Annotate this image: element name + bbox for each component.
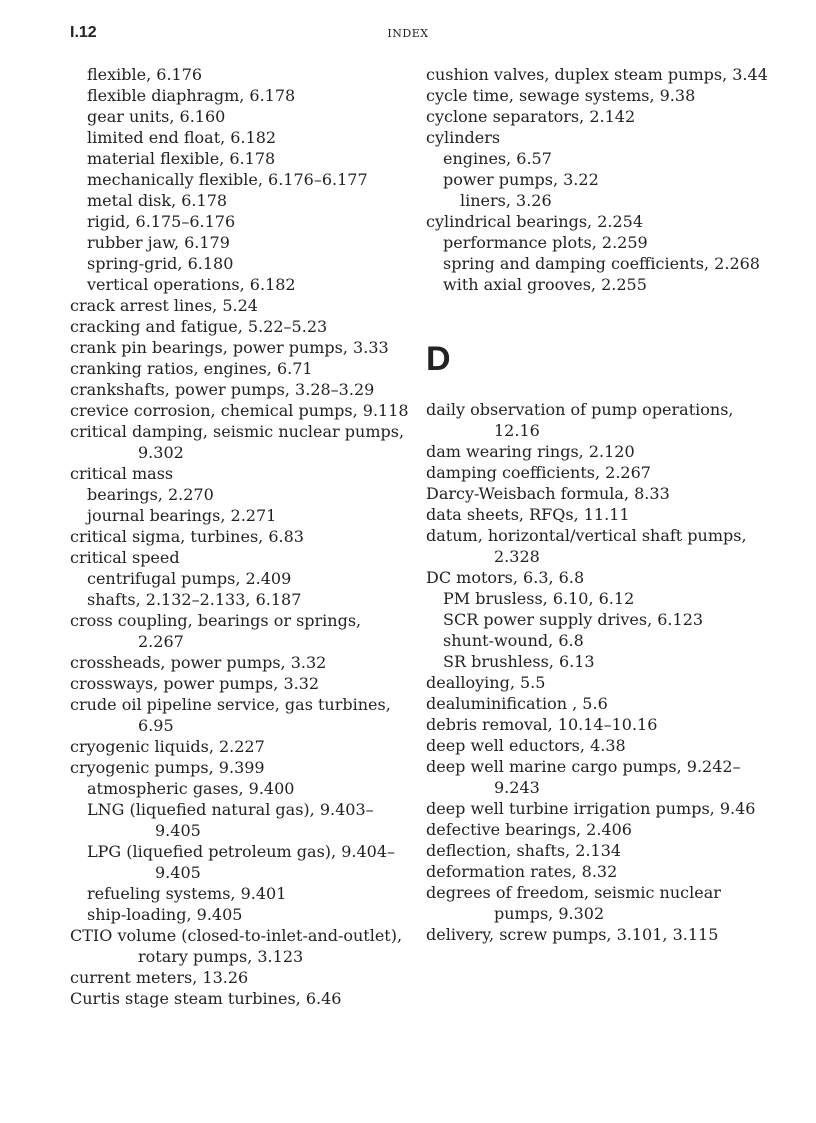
index-entry: cushion valves, duplex steam pumps, 3.44 [426, 65, 768, 84]
index-column-right [426, 64, 776, 945]
index-entry: critical sigma, turbines, 6.83 [70, 527, 304, 546]
index-entry: crude oil pipeline service, gas turbines, 6.95 [70, 695, 391, 735]
index-entry: cryogenic liquids, 2.227 [70, 737, 265, 756]
index-subentry: LPG (liquefied petroleum gas), 9.404–9.405 [87, 842, 395, 882]
index-subentry: gear units, 6.160 [87, 107, 226, 126]
index-subentry: journal bearings, 2.271 [87, 506, 277, 525]
index-entry: daily observation of pump operations, 12.16 [426, 400, 734, 440]
index-subentry: atmospheric gases, 9.400 [87, 779, 295, 798]
index-entry: degrees of freedom, seismic nuclear pumps, 9.302 [426, 883, 721, 923]
index-entry: cycle time, sewage systems, 9.38 [426, 86, 696, 105]
index-subentry: spring and damping coefficients, 2.268 [443, 254, 760, 273]
index-subentry: metal disk, 6.178 [87, 191, 228, 210]
index-entry: dam wearing rings, 2.120 [426, 442, 635, 461]
index-entry: deep well turbine irrigation pumps, 9.46 [426, 799, 756, 818]
index-subentry: SR brushless, 6.13 [443, 652, 595, 671]
left-entries [70, 64, 410, 1009]
index-entry: DC motors, 6.3, 6.8 [426, 568, 585, 587]
index-subentry: liners, 3.26 [460, 191, 552, 210]
index-subentry: ship-loading, 9.405 [87, 905, 243, 924]
index-entry: cylindrical bearings, 2.254 [426, 212, 643, 231]
running-head: INDEX [387, 27, 429, 40]
index-entry: datum, horizontal/vertical shaft pumps, 2.328 [426, 526, 747, 566]
index-entry: dealuminification , 5.6 [426, 694, 608, 713]
index-subentry: power pumps, 3.22 [443, 170, 599, 189]
index-subentry: LNG (liquefied natural gas), 9.403–9.405 [87, 800, 374, 840]
index-subentry: flexible diaphragm, 6.178 [87, 86, 296, 105]
index-entry: critical mass [70, 464, 174, 483]
index-entry: deflection, shafts, 2.134 [426, 841, 622, 860]
index-entry: current meters, 13.26 [70, 968, 249, 987]
index-subentry: with axial grooves, 2.255 [443, 275, 647, 294]
index-entry: dealloying, 5.5 [426, 673, 546, 692]
index-entry: debris removal, 10.14–10.16 [426, 715, 658, 734]
index-subentry: shafts, 2.132–2.133, 6.187 [87, 590, 302, 609]
index-entry: critical damping, seismic nuclear pumps, 9.302 [70, 422, 405, 462]
index-entry: deep well eductors, 4.38 [426, 736, 626, 755]
index-entry: cross coupling, bearings or springs, 2.267 [70, 611, 362, 651]
index-subentry: rigid, 6.175–6.176 [87, 212, 236, 231]
index-entry: delivery, screw pumps, 3.101, 3.115 [426, 925, 719, 944]
index-subentry: mechanically flexible, 6.176–6.177 [87, 170, 368, 189]
index-subentry: material flexible, 6.178 [87, 149, 276, 168]
index-subentry: performance plots, 2.259 [443, 233, 648, 252]
index-subentry: centrifugal pumps, 2.409 [87, 569, 292, 588]
index-subentry: vertical operations, 6.182 [87, 275, 296, 294]
index-entry: crossways, power pumps, 3.32 [70, 674, 320, 693]
index-subentry: limited end float, 6.182 [87, 128, 277, 147]
index-subentry: shunt-wound, 6.8 [443, 631, 584, 650]
index-entry: Darcy-Weisbach formula, 8.33 [426, 484, 670, 503]
index-entry: cranking ratios, engines, 6.71 [70, 359, 313, 378]
index-subentry: spring-grid, 6.180 [87, 254, 234, 273]
index-entry: crankshafts, power pumps, 3.28–3.29 [70, 380, 375, 399]
index-subentry: engines, 6.57 [443, 149, 552, 168]
index-entry: cylinders [426, 128, 501, 147]
page-header [0, 24, 816, 48]
index-subentry: SCR power supply drives, 6.123 [443, 610, 704, 629]
index-entry: CTIO volume (closed-to-inlet-and-outlet), rotary pumps, 3.123 [70, 926, 403, 966]
index-entry: crossheads, power pumps, 3.32 [70, 653, 327, 672]
index-entry: cracking and fatigue, 5.22–5.23 [70, 317, 328, 336]
index-subentry: rubber jaw, 6.179 [87, 233, 230, 252]
index-entry: cyclone separators, 2.142 [426, 107, 636, 126]
index-entry: defective bearings, 2.406 [426, 820, 632, 839]
index-entry: critical speed [70, 548, 180, 567]
right-top-entries [426, 64, 776, 295]
index-subentry: PM brusless, 6.10, 6.12 [443, 589, 635, 608]
index-entry: crevice corrosion, chemical pumps, 9.118 [70, 401, 409, 420]
index-entry: data sheets, RFQs, 11.11 [426, 505, 630, 524]
index-entry: deformation rates, 8.32 [426, 862, 618, 881]
section-letter-heading: D [426, 340, 451, 378]
index-subentry: bearings, 2.270 [87, 485, 214, 504]
index-subentry: flexible, 6.176 [87, 65, 203, 84]
index-entry: damping coefficients, 2.267 [426, 463, 651, 482]
index-column-left [70, 64, 410, 1009]
index-entry: deep well marine cargo pumps, 9.242–9.243 [426, 757, 741, 797]
index-entry: crank pin bearings, power pumps, 3.33 [70, 338, 389, 357]
index-entry: cryogenic pumps, 9.399 [70, 758, 265, 777]
right-bottom-entries [426, 399, 776, 945]
index-entry: Curtis stage steam turbines, 6.46 [70, 989, 342, 1008]
index-entry: crack arrest lines, 5.24 [70, 296, 258, 315]
index-subentry: refueling systems, 9.401 [87, 884, 287, 903]
page-number: I.12 [70, 24, 97, 41]
